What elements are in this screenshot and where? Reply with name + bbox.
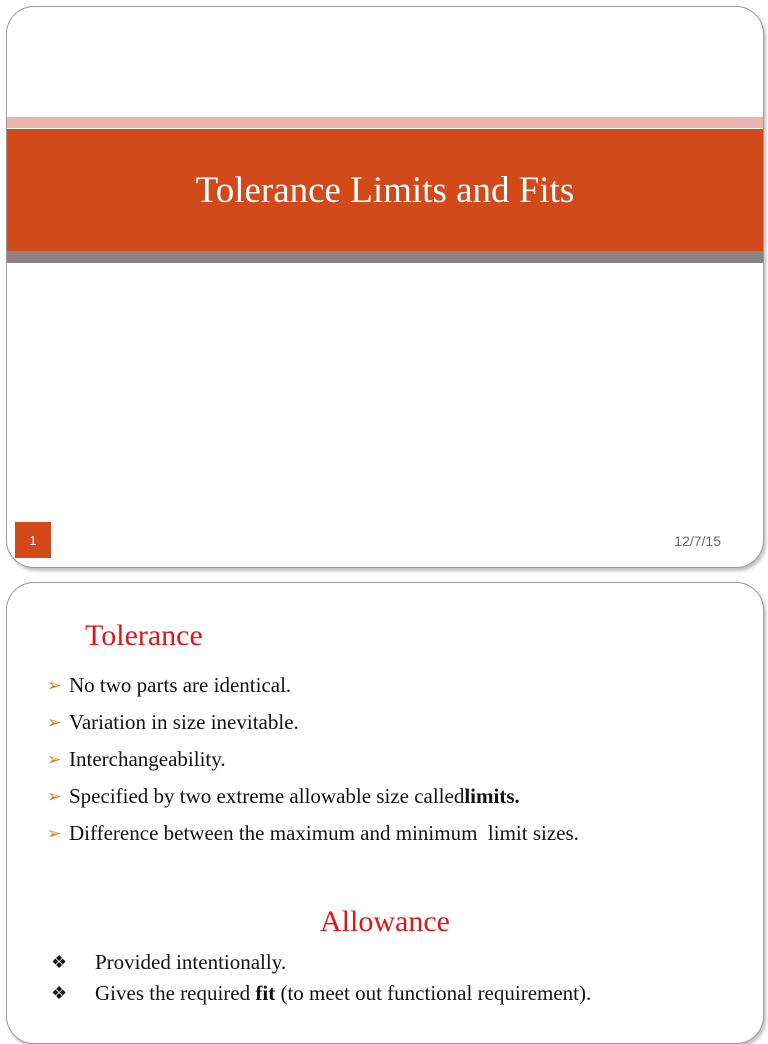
bold-term-fit: fit [255,981,276,1005]
bullet-text: Specified by two extreme allowable size called [69,784,465,808]
list-item [47,741,579,778]
allowance-list [51,947,591,1009]
slide-number-badge: 1 [15,522,51,558]
title-band [7,129,763,251]
list-item [47,704,579,741]
content-slide [6,582,764,1044]
bullet-text: Interchangeability. [69,747,226,771]
four-diamond-icon: ❖ [51,983,68,1003]
slide-title: Tolerance Limits and Fits [195,169,575,211]
bullet-text: No two parts are identical. [69,673,292,697]
tolerance-heading: Tolerance [85,619,203,652]
arrowhead-icon: ➢ [47,749,62,769]
bullet-text-tail: (to meet out functional requirement). [275,981,592,1005]
arrowhead-icon: ➢ [47,675,62,695]
bullet-text: Variation in size inevitable. [69,710,299,734]
list-item [51,978,591,1009]
bullet-text: Provided intentionally. [95,950,287,974]
arrowhead-icon: ➢ [47,823,62,843]
allowance-heading: Allowance [320,905,450,938]
gray-accent-band [7,251,763,263]
list-item [51,947,591,978]
bullet-text: Difference between the maximum and minimum limit sizes. [69,821,579,845]
four-diamond-icon: ❖ [51,952,68,972]
title-slide [6,6,764,568]
list-item [47,815,579,852]
slide-date: 12/7/15 [674,533,721,549]
bullet-text: Gives the required [95,981,256,1005]
list-item [47,667,579,704]
arrowhead-icon: ➢ [47,712,62,732]
arrowhead-icon: ➢ [47,786,62,806]
bold-term-limits: limits. [464,784,520,808]
pink-accent-band [7,117,763,128]
list-item [47,778,579,815]
tolerance-list [47,667,579,852]
